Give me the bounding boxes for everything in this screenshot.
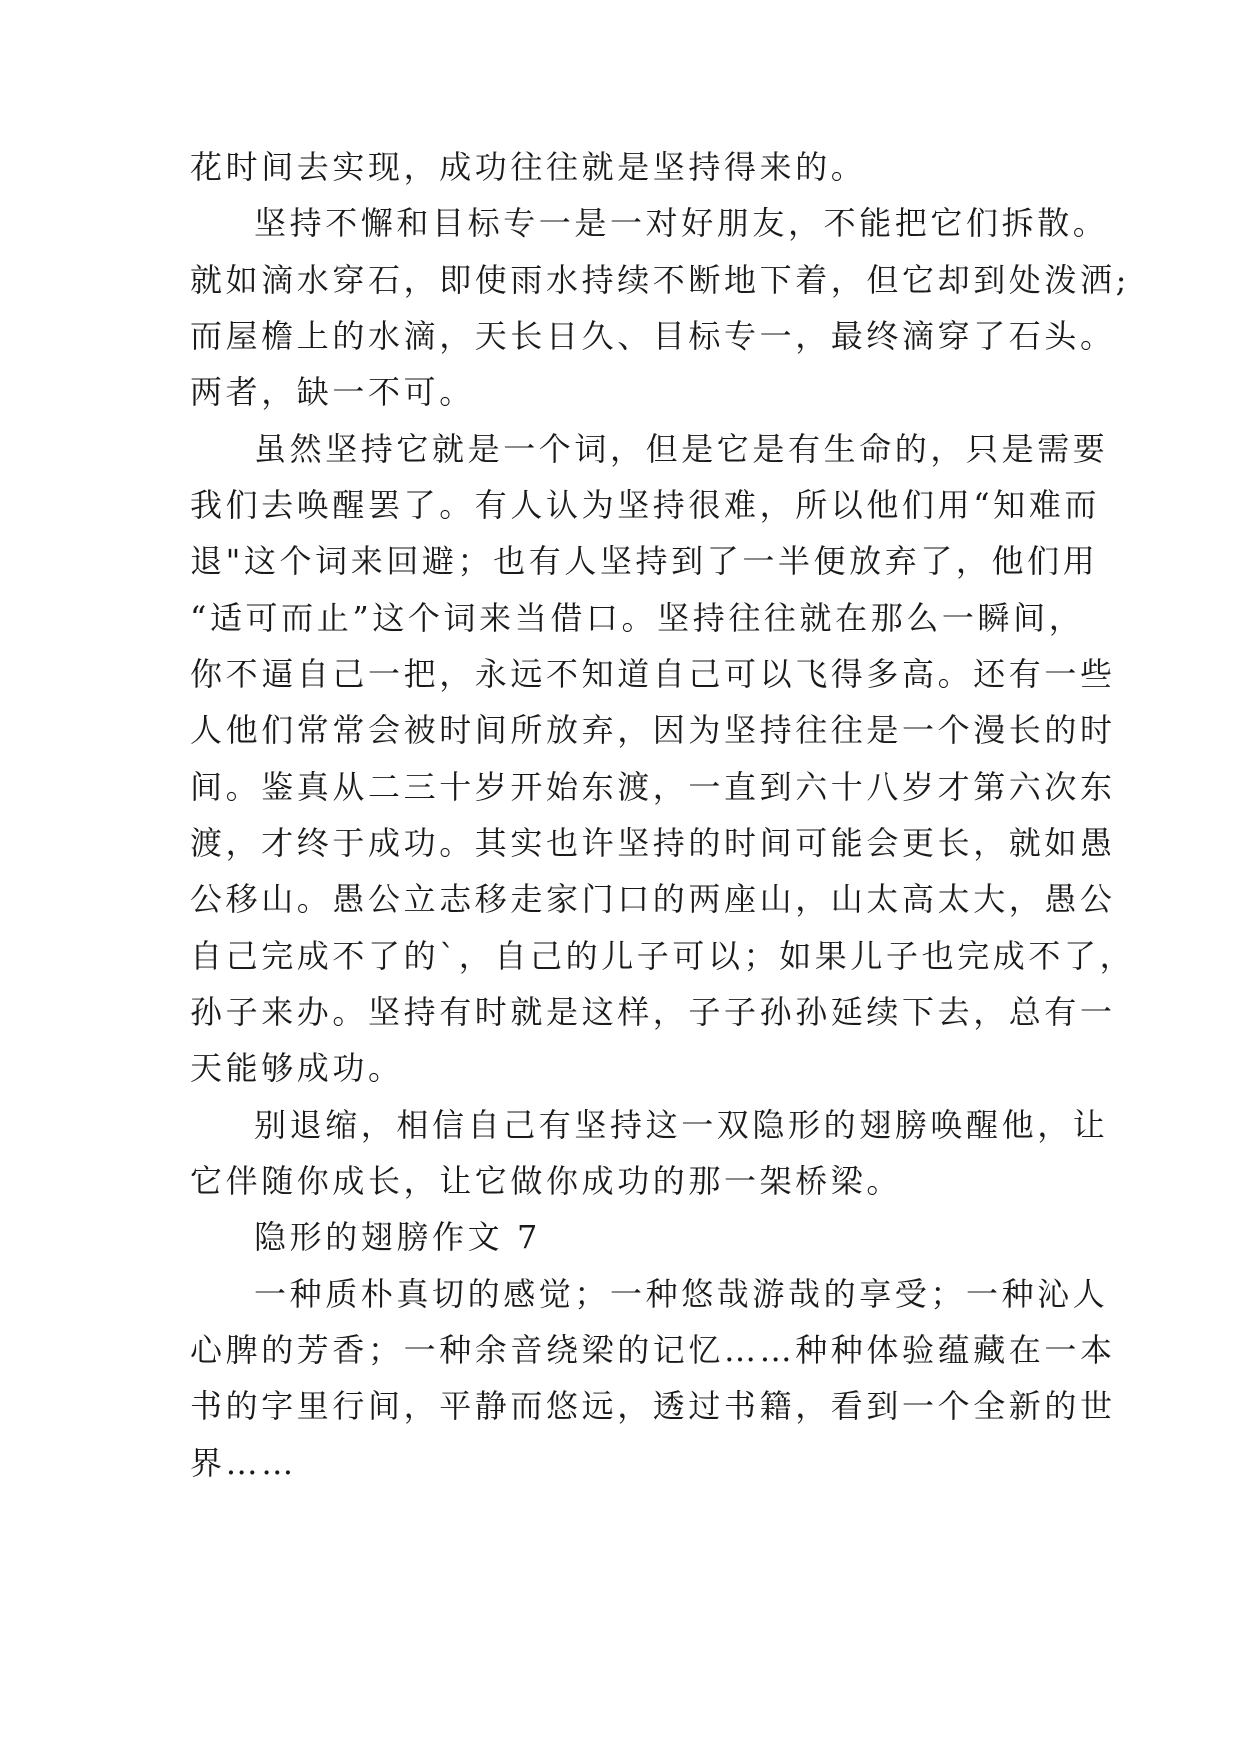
body-text-line: 人他们常常会被时间所放弃，因为坚持往往是一个漫长的时 [190,711,1116,749]
body-text-line: 渡，才终于成功。其实也许坚持的时间可能会更长，就如愚 [190,824,1116,862]
body-text-line: 界…… [190,1444,297,1482]
body-text-line: 就如滴水穿石，即使雨水持续不断地下着，但它却到处泼洒; [190,261,1130,299]
paragraph-first-line: 一种质朴真切的感觉；一种悠哉游哉的享受；一种沁人 [254,1275,1109,1313]
body-text-line: 孙子来办。坚持有时就是这样，子子孙孙延续下去，总有一 [190,993,1116,1031]
body-text-line: 天能够成功。 [190,1049,404,1087]
body-text-line: 我们去唤醒罢了。有人认为坚持很难，所以他们用“知难而 [190,486,1100,524]
body-text-line: “适可而止”这个词来当借口。坚持往往就在那么一瞬间， [190,599,1085,637]
body-text-line: 心脾的芳香；一种余音绕梁的记忆……种种体验蕴藏在一本 [190,1331,1116,1369]
body-text-line: 你不逼自己一把，永远不知道自己可以飞得多高。还有一些 [190,655,1116,693]
body-text-line: 退"这个词来回避；也有人坚持到了一半便放弃了，他们用 [190,542,1099,580]
body-text-line: 书的字里行间，平静而悠远，透过书籍，看到一个全新的世 [190,1387,1116,1425]
section-heading: 隐形的翅膀作文 7 [254,1218,541,1256]
paragraph-first-line: 虽然坚持它就是一个词，但是它是有生命的，只是需要 [254,430,1109,468]
paragraph-first-line: 坚持不懈和目标专一是一对好朋友，不能把它们拆散。 [254,204,1109,242]
body-text-line: 公移山。愚公立志移走家门口的两座山，山太高太大，愚公 [190,880,1116,918]
body-text-line: 两者，缺一不可。 [190,373,475,411]
body-text-line: 自己完成不了的`，自己的儿子可以；如果儿子也完成不了， [190,937,1136,975]
body-text-line: 而屋檐上的水滴，天长日久、目标专一，最终滴穿了石头。 [190,317,1116,355]
paragraph-first-line: 别退缩，相信自己有坚持这一双隐形的翅膀唤醒他，让 [254,1106,1109,1144]
body-text-line: 间。鉴真从二三十岁开始东渡，一直到六十八岁才第六次东 [190,768,1116,806]
body-text-line: 花时间去实现，成功往往就是坚持得来的。 [190,148,867,186]
body-text-line: 它伴随你成长，让它做你成功的那一架桥梁。 [190,1162,903,1200]
